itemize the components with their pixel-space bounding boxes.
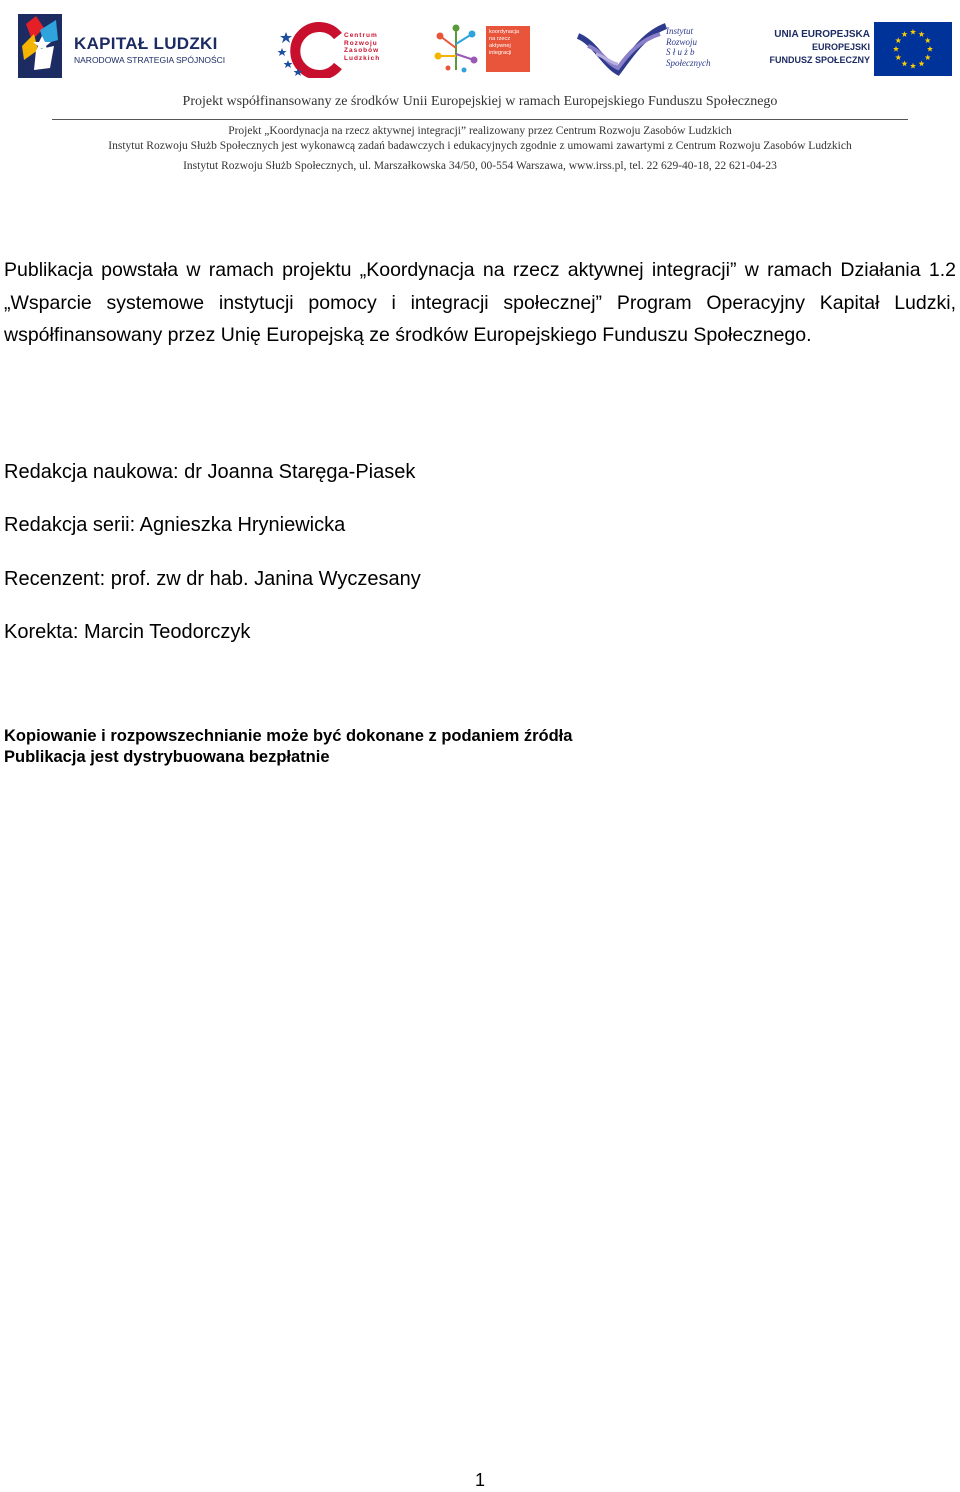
document-header xyxy=(0,0,960,190)
crzl-logo xyxy=(276,22,386,78)
irss-line-3: S ł u ż b xyxy=(666,47,695,57)
kapital-ludzki-logo xyxy=(12,10,237,82)
crzl-line-2: Rozwoju xyxy=(344,39,378,47)
koordynacja-tree-icon xyxy=(428,22,484,76)
crzl-line-3: Zasobów xyxy=(344,47,380,54)
credit-proofreader: Korekta: Marcin Teodorczyk xyxy=(4,621,251,643)
crzl-emblem-icon xyxy=(276,22,342,78)
koordynacja-name xyxy=(486,26,530,72)
kapital-ludzki-subtitle: NARODOWA STRATEGIA SPÓJNOŚCI xyxy=(74,55,226,65)
page-number: 1 xyxy=(474,1470,485,1490)
publication-intro: Publikacja powstała w ramach projektu „Koordynacja na rzecz aktywnej integracji” w ramach Działania 1.2 „Wsparcie systemowe instytucji pomocy i integracji społecznej” Program Operacyjny Kapitał Ludzki, współfinansowany przez Unię Europejską ze środków Europejskiego Funduszu Społecznego. xyxy=(4,259,956,346)
irss-line-1: Instytut xyxy=(666,26,693,36)
irss-name xyxy=(666,26,718,68)
kapital-ludzki-name: KAPITAŁ LUDZKI xyxy=(74,34,218,53)
koord-line-4: integracji xyxy=(489,50,512,56)
irss-logo xyxy=(574,20,716,78)
project-info-line-2: Instytut Rozwoju Służb Społecznych jest wykonawcą zadań badawczych i edukacyjnych zgodnie z umowami zawartymi z Centrum Rozwoju Zasobów Ludzkich xyxy=(108,140,852,152)
credit-reviewer: Recenzent: prof. zw dr hab. Janina Wyczesany xyxy=(4,568,421,590)
koord-line-3: aktywnej xyxy=(489,43,511,49)
eu-line-1: UNIA EUROPEJSKA xyxy=(774,29,870,40)
credit-scientific-editor: Redakcja naukowa: dr Joanna Staręga-Piasek xyxy=(4,461,416,483)
kapital-ludzki-emblem-icon xyxy=(12,10,72,82)
crzl-line-1: Centrum xyxy=(344,32,378,39)
eu-name xyxy=(758,28,870,67)
koord-line-1: koordynacja xyxy=(489,29,520,35)
irss-swoosh-icon xyxy=(574,20,670,78)
header-divider xyxy=(52,119,908,120)
eu-line-2: EUROPEJSKI xyxy=(811,42,870,52)
credit-series-editor: Redakcja serii: Agnieszka Hryniewicka xyxy=(4,514,346,536)
cofinancing-statement: Projekt współfinansowany ze środków Unii Europejskiej w ramach Europejskiego Funduszu Społecznego xyxy=(182,94,778,109)
koord-line-2: na rzecz xyxy=(489,36,511,42)
irss-line-2: Rozwoju xyxy=(666,36,698,47)
koordynacja-logo xyxy=(428,22,534,76)
distribution-notice: Publikacja jest dystrybuowana bezpłatnie xyxy=(4,748,330,766)
project-info-line-1: Projekt „Koordynacja na rzecz aktywnej integracji” realizowany przez Centrum Rozwoju Zasobów Ludzkich xyxy=(228,125,732,137)
eu-logo xyxy=(748,14,956,82)
project-info xyxy=(0,124,960,154)
eu-line-3: FUNDUSZ SPOŁECZNY xyxy=(769,55,870,65)
eu-flag-icon xyxy=(874,22,952,76)
crzl-line-4: Ludzkich xyxy=(344,54,381,62)
project-address: Instytut Rozwoju Służb Społecznych, ul. Marszałkowska 34/50, 00-554 Warszawa, www.irss.pl, tel. 22 629-40-18, 22 621-04-23 xyxy=(183,160,777,172)
irss-line-4: Społecznych xyxy=(666,57,711,68)
copyright-notice: Kopiowanie i rozpowszechnianie może być dokonane z podaniem źródła xyxy=(4,727,573,745)
crzl-name xyxy=(344,32,388,62)
